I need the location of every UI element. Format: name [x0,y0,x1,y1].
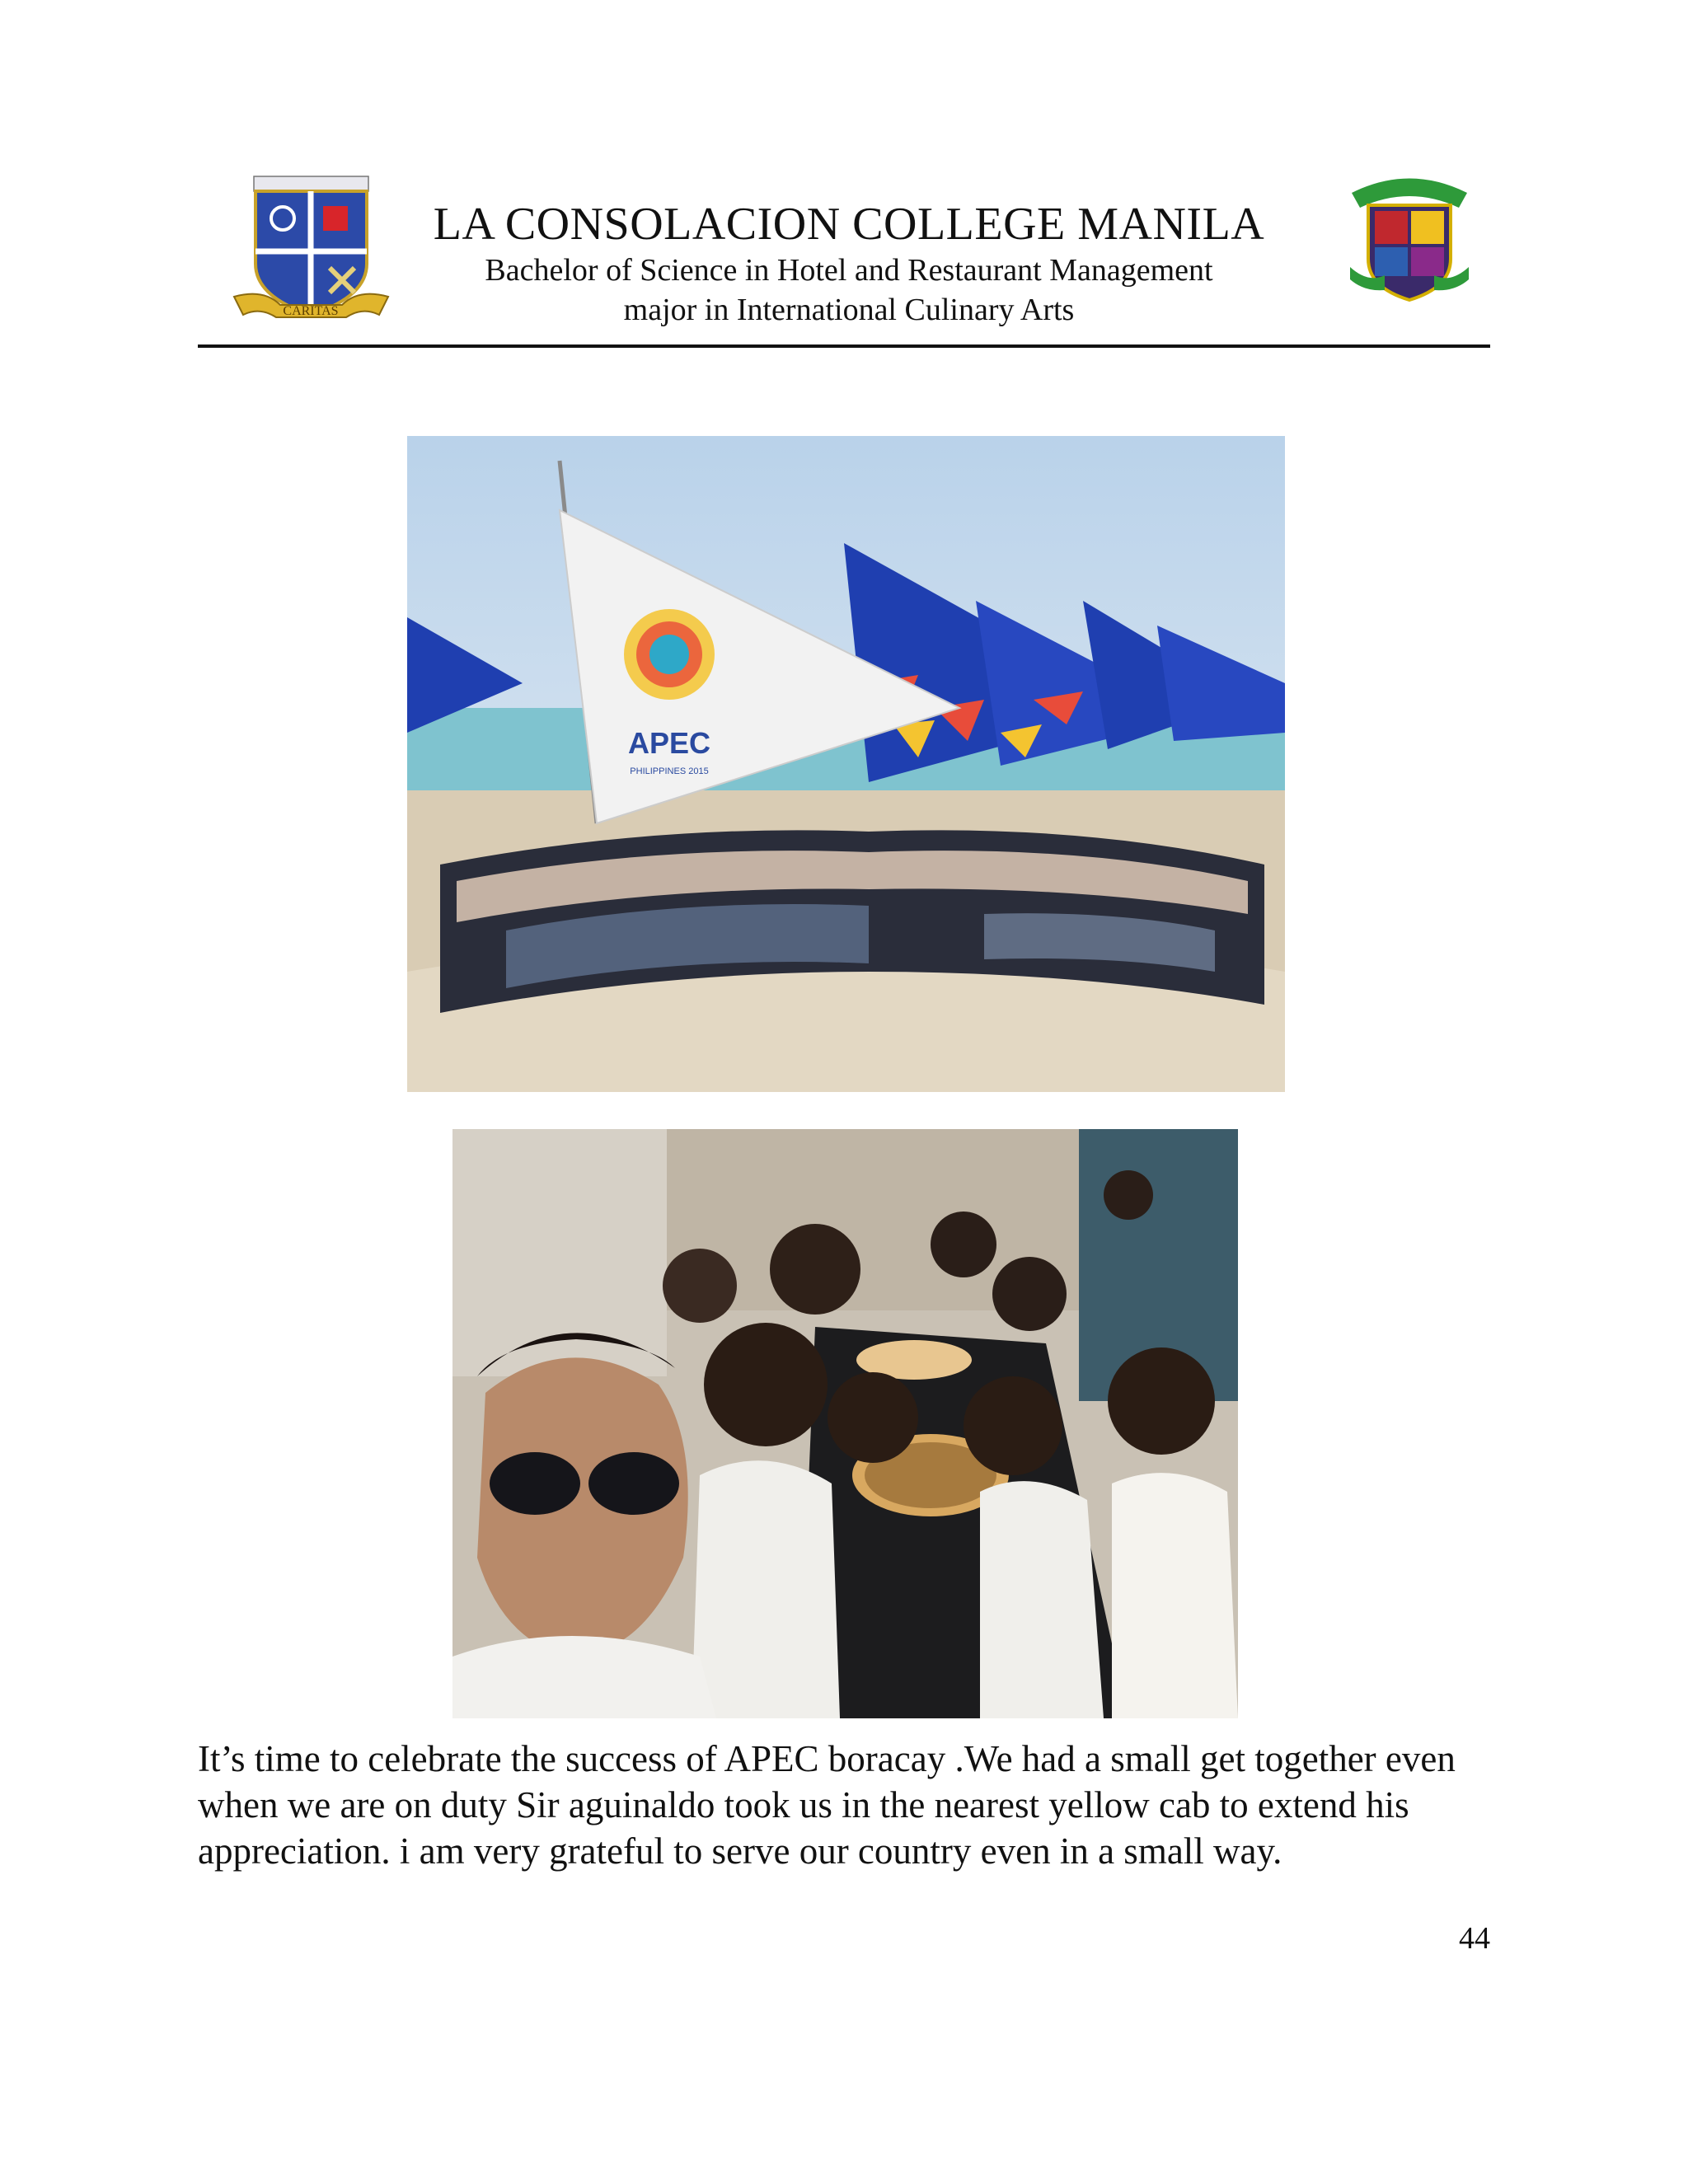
page-number: 44 [1459,1921,1490,1956]
sail-apec-text: APEC [627,726,711,760]
hrm-crest-logo [1343,168,1475,304]
header-divider [198,344,1490,348]
apec-beach-group-photo [407,436,1285,1092]
la-consolacion-shield-logo [231,173,392,326]
document-header [198,165,1490,348]
restaurant-selfie-photo [452,1129,1238,1718]
sail-apec-subtext: PHILIPPINES 2015 [630,766,709,776]
body-paragraph: It’s time to celebrate the success of APEC boracay .We had a small get together even when we are on duty Sir aguinaldo took us in the nearest yellow cab to extend his appreciation. i am very grateful to serve our country even in a small way. [198,1738,1456,1872]
program-major: major in International Culinary Arts [623,293,1075,327]
page-title: LA CONSOLACION COLLEGE MANILA [433,199,1265,250]
logo-ribbon-text: CARITAS [283,304,339,318]
title-block [404,198,1294,330]
program-name: Bachelor of Science in Hotel and Restaurant Management [485,253,1213,288]
